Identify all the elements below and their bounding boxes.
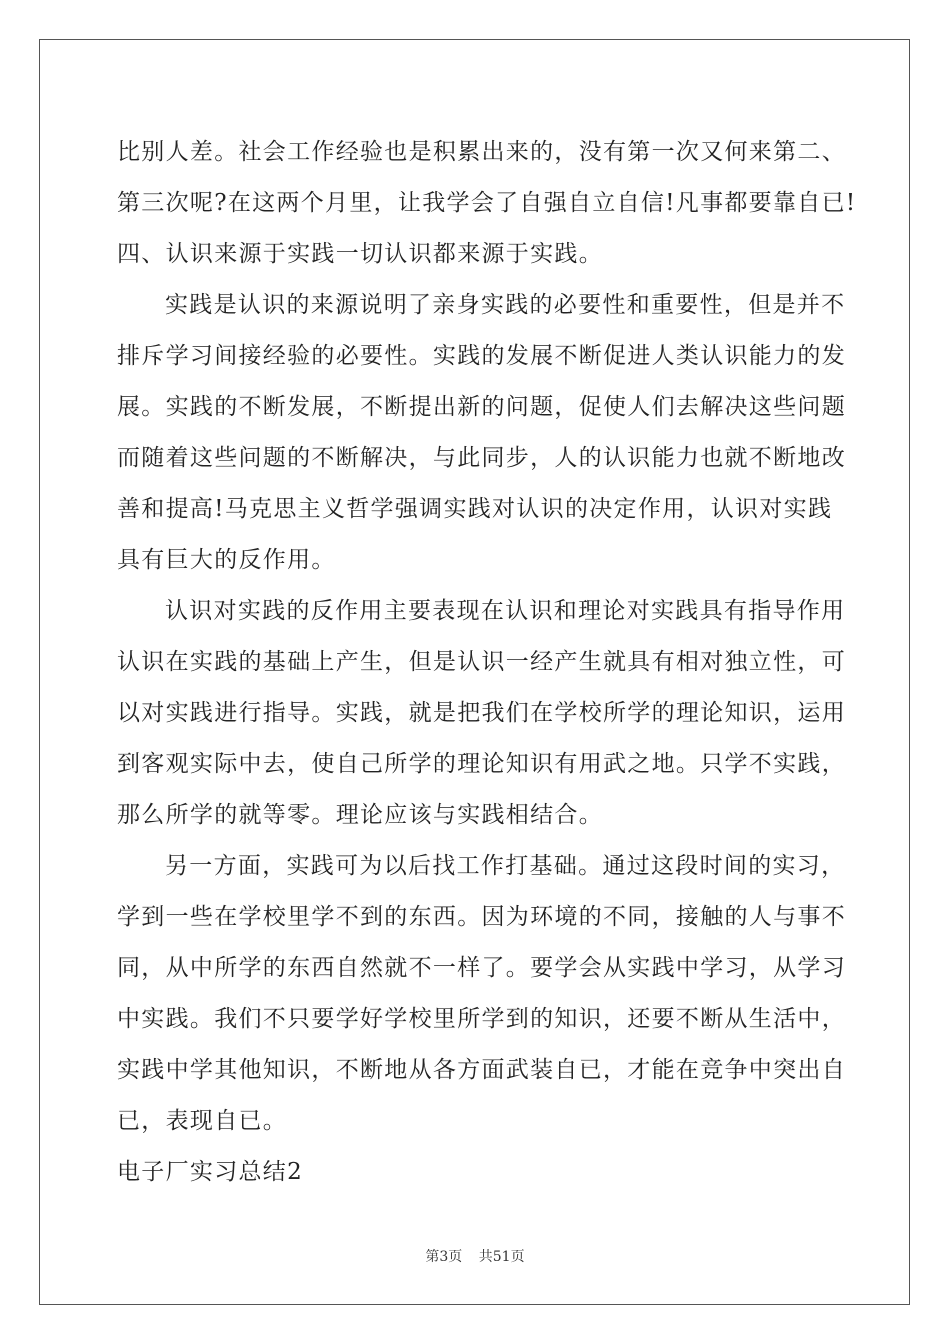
text-line: 排斥学习间接经验的必要性。实践的发展不断促进人类认识能力的发 — [117, 343, 846, 369]
paragraph-1 — [117, 127, 857, 280]
text-line: 已，表现自已。 — [117, 1108, 288, 1134]
text-line: 以对实践进行指导。实践，就是把我们在学校所学的理论知识，运用 — [117, 700, 846, 726]
text-line: 同，从中所学的东西自然就不一样了。要学会从实践中学习，从学习 — [117, 955, 846, 981]
text-line: 而随着这些问题的不断解决，与此同步，人的认识能力也就不断地改 — [117, 445, 846, 471]
text-line: 展。实践的不断发展，不断提出新的问题，促使人们去解决这些问题 — [117, 394, 846, 420]
paragraph-4 — [117, 841, 846, 1147]
section-heading: 电子厂实习总结2 — [117, 1159, 304, 1185]
text-line: 第三次呢?在这两个月里，让我学会了自强自立自信!凡事都要靠自已! — [117, 190, 857, 216]
page-number: 第3页 — [425, 1249, 463, 1265]
page-footer — [0, 1246, 950, 1266]
text-line: 认识在实践的基础上产生，但是认识一经产生就具有相对独立性，可 — [117, 649, 846, 675]
text-line: 四、认识来源于实践一切认识都来源于实践。 — [117, 241, 603, 267]
page-total: 共51页 — [478, 1249, 525, 1265]
text-line: 另一方面，实践可为以后找工作打基础。通过这段时间的实习， — [165, 853, 846, 879]
text-line: 实践中学其他知识，不断地从各方面武装自已，才能在竞争中突出自 — [117, 1057, 846, 1083]
text-line: 那么所学的就等零。理论应该与实践相结合。 — [117, 802, 603, 828]
text-line: 实践是认识的来源说明了亲身实践的必要性和重要性，但是并不 — [165, 292, 846, 318]
text-line: 认识对实践的反作用主要表现在认识和理论对实践具有指导作用 — [165, 598, 846, 624]
paragraph-2 — [117, 280, 846, 586]
text-line: 到客观实际中去，使自己所学的理论知识有用武之地。只学不实践， — [117, 751, 846, 777]
document-body — [117, 127, 857, 1198]
text-line: 比别人差。社会工作经验也是积累出来的，没有第一次又何来第二、 — [117, 139, 846, 165]
text-line: 善和提高!马克思主义哲学强调实践对认识的决定作用，认识对实践 — [117, 496, 833, 522]
text-line: 中实践。我们不只要学好学校里所学到的知识，还要不断从生活中， — [117, 1006, 846, 1032]
paragraph-3 — [117, 586, 846, 841]
text-line: 具有巨大的反作用。 — [117, 547, 336, 573]
text-line: 学到一些在学校里学不到的东西。因为环境的不同，接触的人与事不 — [117, 904, 846, 930]
